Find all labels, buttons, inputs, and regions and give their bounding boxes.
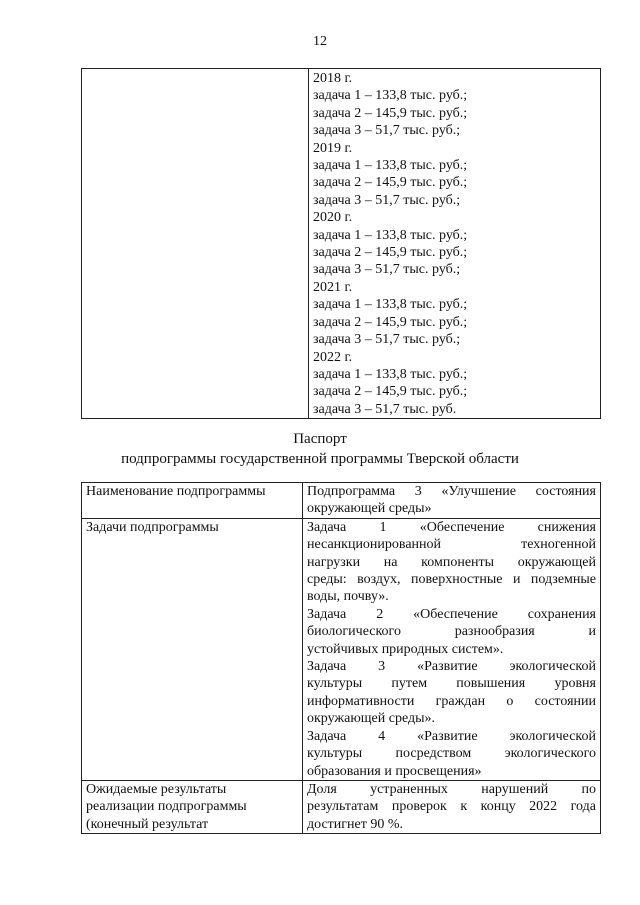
text-line: окружающей среды». bbox=[307, 711, 436, 727]
text-line: достигнет 90 %. bbox=[307, 816, 404, 832]
funding-line: задача 1 – 133,8 тыс. руб.; bbox=[313, 227, 468, 243]
text-line: (конечный результат bbox=[86, 816, 209, 832]
funding-line: задача 2 – 145,9 тыс. руб.; bbox=[313, 245, 468, 261]
text-line: Подпрограмма 3 «Улучшение состояния bbox=[307, 484, 596, 499]
funding-line: задача 2 – 145,9 тыс. руб.; bbox=[313, 105, 468, 121]
funding-line: задача 3 – 51,7 тыс. руб.; bbox=[313, 262, 461, 278]
passport-row-results bbox=[82, 780, 601, 833]
text-line: Задача 1 «Обеспечение снижения bbox=[307, 519, 596, 535]
subprogram-name-value bbox=[303, 483, 601, 519]
funding-line: 2022 г. bbox=[313, 349, 353, 365]
funding-line: 2019 г. bbox=[313, 140, 353, 156]
text-line: культуры путем повышения уровня bbox=[307, 676, 596, 692]
funding-line: задача 1 – 133,8 тыс. руб.; bbox=[313, 366, 468, 382]
subprogram-name-label: Наименование подпрограммы bbox=[82, 483, 303, 519]
text-line: результатам проверок к концу 2022 года bbox=[307, 799, 596, 815]
funding-line: 2020 г. bbox=[313, 210, 353, 226]
passport-row-tasks bbox=[82, 518, 601, 780]
funding-line: задача 3 – 51,7 тыс. руб.; bbox=[313, 332, 461, 348]
funding-values-cell bbox=[309, 69, 601, 419]
funding-line: задача 2 – 145,9 тыс. руб.; bbox=[313, 384, 468, 400]
text-line: Задача 4 «Развитие экологической bbox=[307, 728, 596, 744]
text-line: несанкционированной техногенной bbox=[307, 537, 596, 553]
page-number: 12 bbox=[313, 34, 327, 49]
text-line: образования и просвещения» bbox=[307, 763, 482, 779]
funding-line: 2018 г. bbox=[313, 71, 353, 86]
funding-table bbox=[81, 68, 601, 419]
funding-line: задача 3 – 51,7 тыс. руб. bbox=[313, 401, 457, 417]
passport-title: Паспорт bbox=[293, 431, 347, 447]
text-line: среды: воздух, поверхностные и подземные bbox=[307, 572, 596, 588]
text-line: воды, почву». bbox=[307, 589, 389, 605]
text-line: культуры посредством экологического bbox=[307, 746, 596, 762]
text-line: Доля устраненных нарушений по bbox=[307, 781, 596, 797]
funding-line: задача 2 – 145,9 тыс. руб.; bbox=[313, 314, 468, 330]
funding-line: задача 3 – 51,7 тыс. руб.; bbox=[313, 123, 461, 139]
funding-line: 2021 г. bbox=[313, 279, 353, 295]
text-line: Задача 3 «Развитие экологической bbox=[307, 659, 596, 675]
subprogram-tasks-label: Задачи подпрограммы bbox=[82, 518, 303, 780]
funding-line: задача 3 – 51,7 тыс. руб.; bbox=[313, 192, 461, 208]
text-line: реализации подпрограммы bbox=[86, 799, 247, 815]
text-line: биологического разнообразия и bbox=[307, 624, 596, 640]
text-line: Ожидаемые результаты bbox=[86, 781, 227, 797]
text-line: нагрузки на компоненты окружающей bbox=[307, 554, 596, 570]
funding-line: задача 1 – 133,8 тыс. руб.; bbox=[313, 158, 468, 174]
expected-results-value bbox=[303, 780, 601, 833]
passport-row-name bbox=[82, 483, 601, 519]
passport-subtitle: подпрограммы государственной программы Тверской области bbox=[121, 451, 519, 467]
funding-empty-cell bbox=[82, 69, 309, 419]
text-line: информативности граждан о состоянии bbox=[307, 693, 596, 709]
funding-line: задача 2 – 145,9 тыс. руб.; bbox=[313, 175, 468, 191]
expected-results-label bbox=[82, 780, 303, 833]
text-line: окружающей среды» bbox=[307, 501, 432, 517]
passport-table bbox=[81, 482, 601, 834]
funding-row bbox=[82, 69, 601, 419]
text-line: Задача 2 «Обеспечение сохранения bbox=[307, 606, 596, 622]
funding-line: задача 1 – 133,8 тыс. руб.; bbox=[313, 297, 468, 313]
text-line: устойчивых природных систем». bbox=[307, 641, 504, 657]
subprogram-tasks-value bbox=[303, 518, 601, 780]
funding-line: задача 1 – 133,8 тыс. руб.; bbox=[313, 88, 468, 104]
